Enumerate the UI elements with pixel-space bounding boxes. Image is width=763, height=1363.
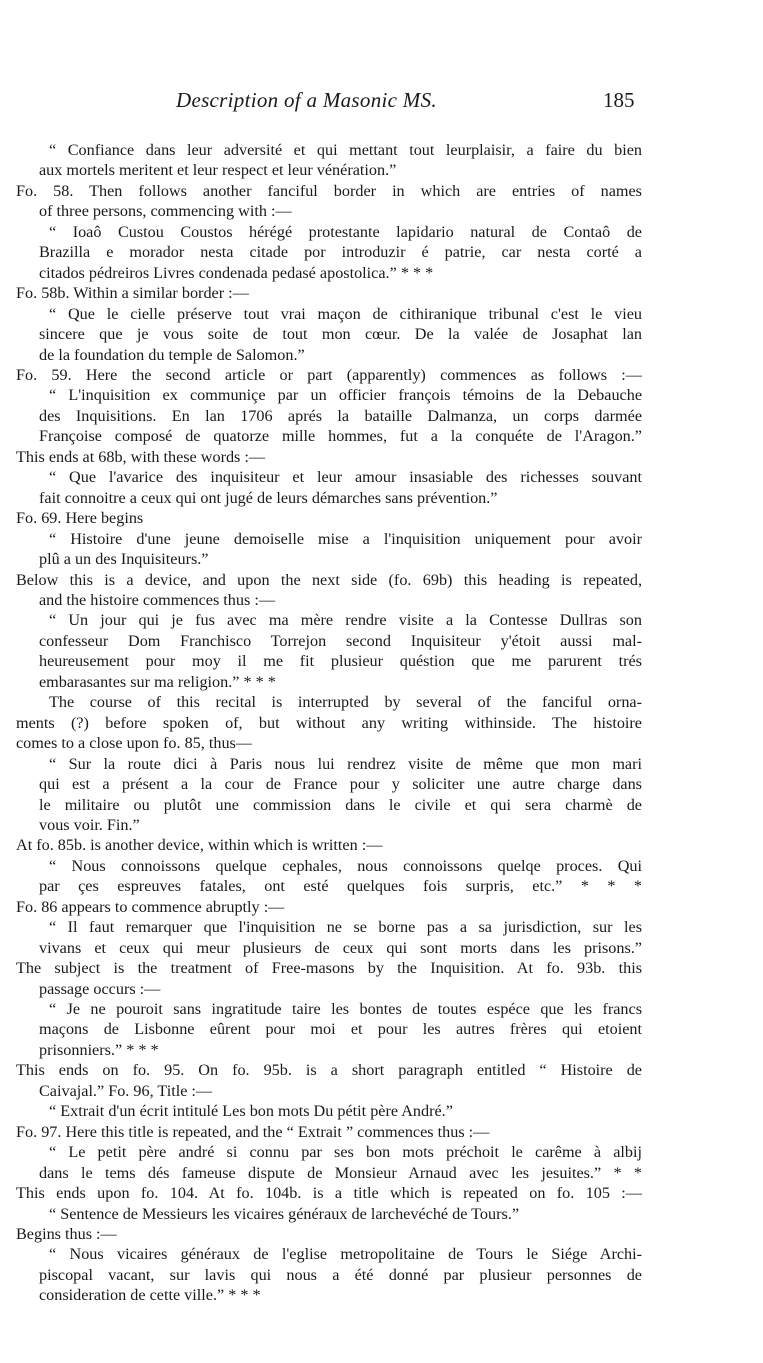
text-line: vivans et ceux qui meur plusieurs de ceux qui sont morts dans les prisons.” bbox=[39, 938, 642, 957]
text-line: consideration de cette ville.” * * * bbox=[39, 1286, 261, 1305]
text-line: confesseur Dom Franchisco Torrejon second Inquisiteur y'étoit aussi mal- bbox=[39, 631, 642, 650]
text-line: dans le tems dés fameuse dispute de Monsieur Arnaud avec les jesuites.” * * bbox=[39, 1163, 642, 1182]
text-line: Fo. 69. Here begins bbox=[16, 509, 144, 528]
text-line: “ Le petit père andré si connu par ses bon mots préchoit le carême à albij bbox=[49, 1143, 642, 1162]
text-line: and the histoire commences thus :— bbox=[39, 590, 276, 609]
text-line: Below this is a device, and upon the next side (fo. 69b) this heading is repeated, bbox=[16, 570, 642, 589]
text-line: “ Extrait d'un écrit intitulé Les bon mots Du pétit père André.” bbox=[49, 1102, 453, 1121]
text-line: This ends on fo. 95. On fo. 95b. is a short paragraph entitled “ Histoire de bbox=[16, 1061, 642, 1080]
text-line: Fo. 58. Then follows another fanciful border in which are entries of names bbox=[16, 181, 642, 200]
text-line: “ Un jour qui je fus avec ma mère rendre visite a la Contesse Dullras son bbox=[49, 611, 642, 630]
text-line: “ Histoire d'une jeune demoiselle mise a l'inquisition uniquement pour avoir bbox=[49, 529, 642, 548]
text-line: “ Nous connoissons quelque cephales, nous connoissons quelqe proces. Qui bbox=[49, 856, 642, 875]
text-line: of three persons, commencing with :— bbox=[39, 202, 292, 221]
text-line: This ends at 68b, with these words :— bbox=[16, 447, 266, 466]
text-line: Fo. 97. Here this title is repeated, and the “ Extrait ” commences thus :— bbox=[16, 1122, 490, 1141]
text-line: aux mortels meritent et leur respect et leur vénération.” bbox=[39, 161, 397, 180]
text-line: des Inquisitions. En lan 1706 aprés la bataille Dalmanza, un corps darmée bbox=[39, 406, 642, 425]
text-line: plû a un des Inquisiteurs.” bbox=[39, 550, 209, 569]
text-line: comes to a close upon fo. 85, thus— bbox=[16, 734, 253, 753]
text-line: “ L'inquisition ex communiçe par un officier françois témoins de la Debauche bbox=[49, 386, 642, 405]
text-line: maçons de Lisbonne eûrent pour moi et pour les autres frères qui etoient bbox=[39, 1020, 642, 1039]
text-line: Fo. 58b. Within a similar border :— bbox=[16, 284, 249, 303]
text-line: The course of this recital is interrupted by several of the fanciful orna- bbox=[49, 693, 642, 712]
page-number: 185 bbox=[603, 88, 635, 112]
text-line: Brazilla e morador nesta citade por introduzir é patrie, car nesta corté a bbox=[39, 243, 642, 262]
text-line: qui est a présent a la cour de France pour y soliciter une autre charge dans bbox=[39, 775, 642, 794]
text-line: prisonniers.” * * * bbox=[39, 1040, 159, 1059]
text-line: citados pédreiros Livres condenada pedasé apostolica.” * * * bbox=[39, 263, 434, 282]
text-line: de la foundation du temple de Salomon.” bbox=[39, 345, 305, 364]
text-line: Françoise composé de quatorze mille hommes, fut a la conquéte de l'Aragon.” bbox=[39, 427, 642, 446]
text-line: “ Que l'avarice des inquisiteur et leur amour insasiable des richesses souvant bbox=[49, 468, 642, 487]
text-line: le militaire ou plutôt une commission dans le civile et qui sera charmè de bbox=[39, 795, 642, 814]
text-line: Begins thus :— bbox=[16, 1225, 117, 1244]
text-line: “ Nous vicaires généraux de l'eglise metropolitaine de Tours le Siége Archi- bbox=[49, 1245, 642, 1264]
text-line: Fo. 86 appears to commence abruptly :— bbox=[16, 897, 285, 916]
text-line: heureusement pour moy il me fit plusieur quéstion que me parurent trés bbox=[39, 652, 642, 671]
text-line: Fo. 59. Here the second article or part (apparently) commences as follows :— bbox=[16, 365, 642, 384]
text-line: sincere que je vous soite de tout mon cœur. De la valée de Josaphat lan bbox=[39, 325, 642, 344]
text-line: “ Il faut remarquer que l'inquisition ne se borne pas a sa jurisdiction, sur les bbox=[49, 918, 642, 937]
running-head bbox=[0, 88, 763, 118]
text-line: The subject is the treatment of Free-masons by the Inquisition. At fo. 93b. this bbox=[16, 959, 642, 978]
text-line: “ Sur la route dici à Paris nous lui rendrez visite de même que mon mari bbox=[49, 754, 642, 773]
text-line: ments (?) before spoken of, but without any writing withinside. The histoire bbox=[16, 713, 642, 732]
text-line: “ Que le cielle préserve tout vrai maçon de cithiranique tribunal c'est le vieu bbox=[49, 304, 642, 323]
page-title: Description of a Masonic MS. bbox=[176, 88, 437, 112]
text-line: “ Je ne pouroit sans ingratitude taire les bontes de toutes espéce que les francs bbox=[49, 1000, 642, 1019]
text-line: “ Sentence de Messieurs les vicaires généraux de larchevéché de Tours.” bbox=[49, 1204, 520, 1223]
text-line: Caivajal.” Fo. 96, Title :— bbox=[39, 1081, 213, 1100]
text-line: vous voir. Fin.” bbox=[39, 815, 140, 834]
text-line: This ends upon fo. 104. At fo. 104b. is a title which is repeated on fo. 105 :— bbox=[16, 1184, 642, 1203]
text-line: fait connoitre a ceux qui ont jugé de leurs démarches sans prévention.” bbox=[39, 488, 498, 507]
body-text bbox=[16, 140, 642, 1306]
text-line: piscopal vacant, sur lavis qui nous a été donné par plusieur personnes de bbox=[39, 1265, 642, 1284]
text-line: embarasantes sur ma religion.” * * * bbox=[39, 672, 276, 691]
text-line: passage occurs :— bbox=[39, 979, 161, 998]
text-line: “ Ioaô Custou Coustos hérégé protestante lapidario natural de Contaô de bbox=[49, 222, 642, 241]
text-line: par çes espreuves fatales, ont esté quelques fois surpris, etc.” * * * bbox=[39, 877, 642, 896]
text-line: At fo. 85b. is another device, within which is written :— bbox=[16, 836, 383, 855]
text-line: “ Confiance dans leur adversité et qui mettant tout leurplaisir, a faire du bien bbox=[49, 141, 642, 159]
